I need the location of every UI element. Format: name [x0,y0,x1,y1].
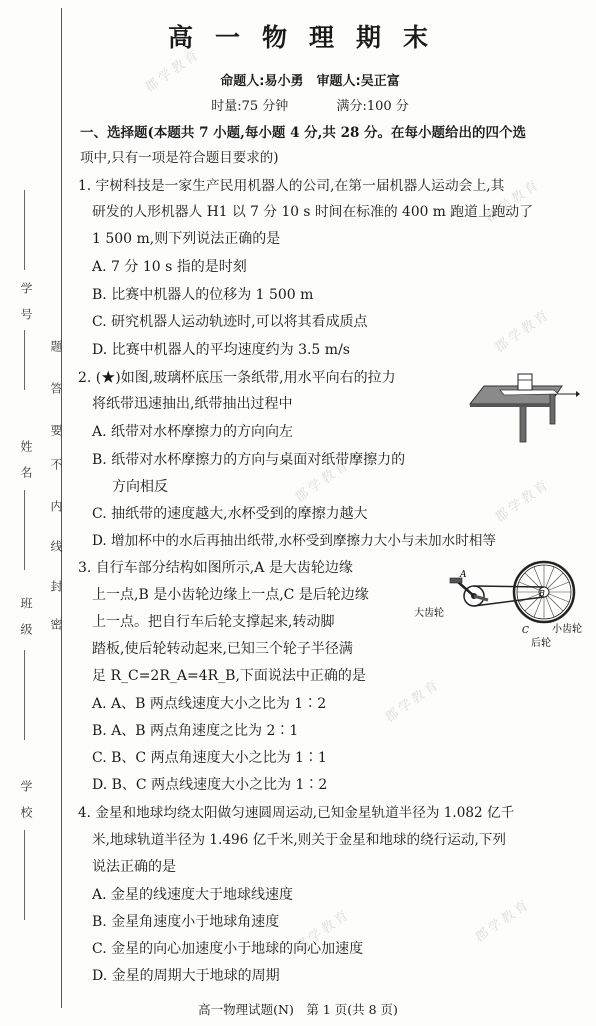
student-no-blank [24,190,25,270]
q2-option-c: C. 抽纸带的速度越大,水杯受到的摩擦力越大 [92,506,368,522]
seal-char: 答 [49,382,63,396]
time-limit: 时量:75 分钟 [211,99,289,114]
table-front-edge [470,404,550,407]
q3-figure-bicycle [412,560,588,660]
watermark: 郡学教育 [292,456,354,506]
seal-char: 不 [49,458,63,472]
point-c-label: C [522,626,529,636]
watermark: 郡学教育 [492,306,554,356]
watermark: 郡学教育 [292,906,354,956]
q1-stem: 1. 宇树科技是一家生产民用机器人的公司,在第一届机器人运动会上,其 [78,178,505,194]
q3-option-b: B. A、B 两点角速度之比为 2∶1 [92,723,299,739]
q2-stem: 将纸带迅速抽出,纸带抽出过程中 [92,396,293,412]
pull-arrow-head [576,391,580,397]
q1-option-c: C. 研究机器人运动轨迹时,可以将其看成质点 [92,314,368,330]
seal-char: 线 [49,540,63,554]
exam-title: 高一物理期末 [167,23,450,52]
section-heading-cont: 项中,只有一项是符合题目要求的) [80,150,279,166]
school-blank [24,830,25,920]
q3-option-a: A. A、B 两点线速度大小之比为 1∶2 [92,696,327,712]
student-no-blank [24,330,25,390]
small-gear-label: 小齿轮 [552,624,582,635]
q1-stem: 研发的人形机器人 H1 以 7 分 10 s 时间在标准的 400 m 跑道上跑动了 [92,204,534,220]
school-label: 学校 [19,780,33,832]
exam-authors: 命题人:易小勇 审题人:吴正富 [220,74,400,89]
section-heading: 一、选择题(本题共 7 小题,每小题 4 分,共 28 分。在每小题给出的四个选 [80,125,527,141]
q1-stem: 1 500 m,则下列说法正确的是 [92,231,281,247]
q4-option-d: D. 金星的周期大于地球的周期 [92,968,280,984]
paper-strip [500,390,558,395]
seal-char: 要 [49,424,63,438]
q3-option-d: D. B、C 两点线速度大小之比为 1∶2 [92,777,328,793]
class-blank [24,650,25,740]
q2-figure-table [462,368,580,450]
q1-option-d: D. 比赛中机器人的平均速度约为 3.5 m/s [92,342,350,358]
seal-char: 题 [49,340,63,354]
full-score: 满分:100 分 [336,99,409,114]
page-footer: 高一物理试题(N) 第 1 页(共 8 页) [198,1002,398,1017]
glass-cup [518,374,532,390]
q3-stem: 3. 自行车部分结构如图所示,A 是大齿轮边缘 [78,560,353,576]
q4-option-a: A. 金星的线速度大于地球线速度 [92,887,294,903]
name-label: 姓名 [19,440,33,492]
q1-option-b: B. 比赛中机器人的位移为 1 500 m [92,287,314,303]
seal-char: 密 [49,618,63,632]
q2-option-d: D. 增加杯中的水后再抽出纸带,水杯受到摩擦力大小与未加水时相等 [92,533,497,549]
point-a-label: A [460,570,467,580]
q3-stem: 上一点。把自行车后轮支撑起来,转动脚 [92,614,335,630]
q3-stem: 上一点,B 是小齿轮边缘上一点,C 是后轮边缘 [92,587,369,603]
q4-option-c: C. 金星的向心加速度小于地球的向心加速度 [92,941,364,957]
q1-option-a: A. 7 分 10 s 指的是时刻 [92,259,247,275]
watermark: 郡学教育 [492,476,554,526]
q3-stem: 足 R_C=2R_A=4R_B,下面说法中正确的是 [92,668,366,684]
q4-option-b: B. 金星角速度小于地球角速度 [92,914,280,930]
exam-time-info [0,95,596,114]
name-blank [24,490,25,570]
class-label: 班级 [19,597,33,649]
q2-option-b-cont: 方向相反 [112,479,168,495]
table-leg [520,404,526,442]
watermark: 郡学教育 [482,176,544,226]
q3-option-c: C. B、C 两点角速度大小之比为 1∶1 [92,750,327,766]
point-b-label: B [539,589,545,598]
watermark: 郡学教育 [472,896,534,946]
big-gear-label: 大齿轮 [414,608,444,619]
q4-stem: 说法正确的是 [92,859,176,875]
seal-char: 内 [49,500,63,514]
q2-stem: 2. (★)如图,玻璃杯底压一条纸带,用水平向右的拉力 [78,370,396,386]
watermark: 郡学教育 [382,676,444,726]
rear-wheel-label: 后轮 [531,638,551,649]
watermark: 郡学教育 [142,46,204,96]
student-no-label: 学号 [19,282,33,334]
seal-char: 封 [49,580,63,594]
chain-top [474,586,544,587]
q4-stem: 4. 金星和地球均绕太阳做匀速圆周运动,已知金星轨道半径为 1.082 亿千 [78,805,515,821]
q2-option-a: A. 纸带对水杯摩擦力的方向向左 [92,424,294,440]
q3-stem: 踏板,使后轮转动起来,已知三个轮子半径满 [92,641,353,657]
table-leg [550,394,555,424]
q2-option-b: B. 纸带对水杯摩擦力的方向与桌面对纸带摩擦力的 [92,452,406,468]
q4-stem: 米,地球轨道半径为 1.496 亿千米,则关于金星和地球的绕行运动,下列 [92,832,506,848]
